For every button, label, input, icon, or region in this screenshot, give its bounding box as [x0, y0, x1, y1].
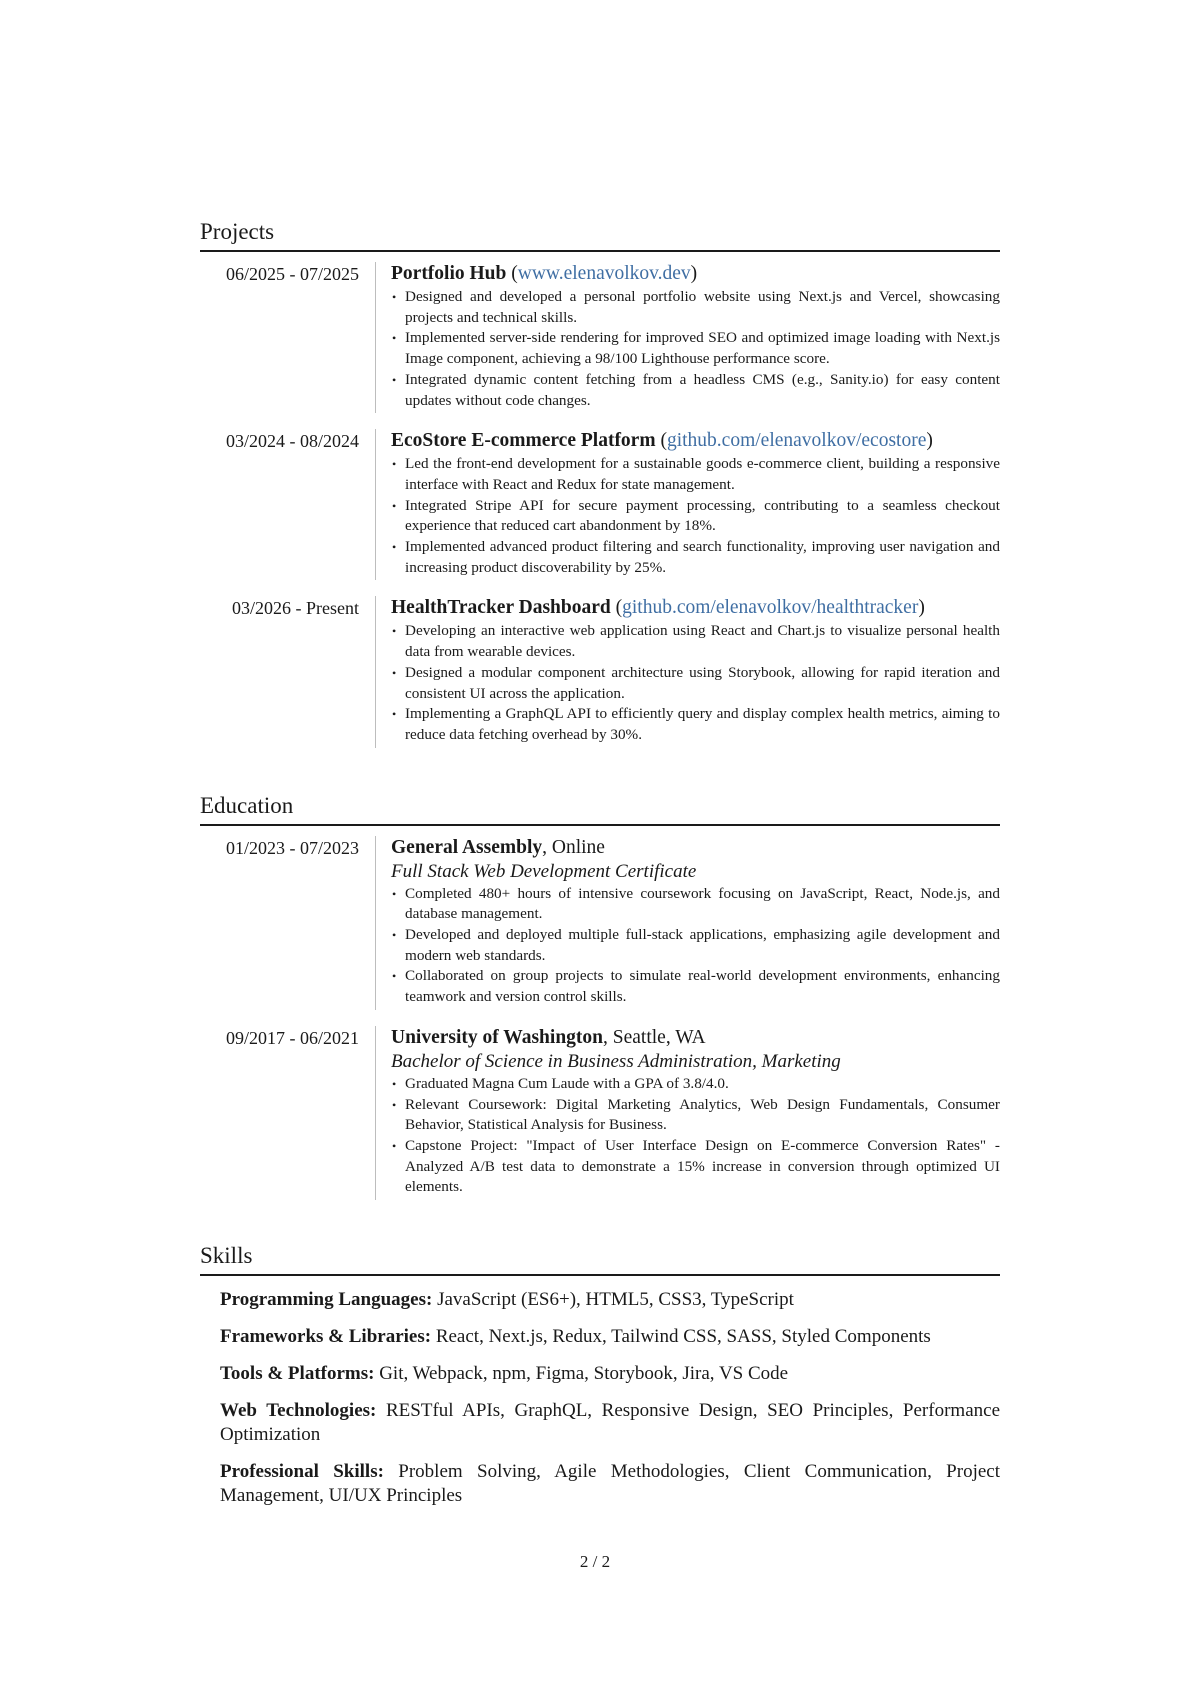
entry-body [375, 596, 1000, 747]
bullet-list [391, 884, 1000, 1008]
section-divider [200, 1274, 1000, 1276]
skill-row [220, 1460, 1000, 1508]
entry-heading [391, 1026, 1000, 1050]
skill-row [220, 1362, 1000, 1386]
skill-label: Programming Languages: [220, 1289, 433, 1311]
bullet-item: • Capstone Project: "Impact of User Interface Design on E-commerce Conversion Rates" - Analyzed A/B test data to demonstrate a 15% increase in conversion through optimized UI elements. [391, 1136, 1000, 1198]
bullet-item: • Implemented advanced product filtering and search functionality, improving user navigation and increasing product discoverability by 25%. [391, 537, 1000, 578]
entry-heading [391, 836, 1000, 860]
section-divider [200, 250, 1000, 252]
bullet-item: • Developing an interactive web application using React and Chart.js to visualize personal health data from wearable devices. [391, 621, 1000, 662]
entry-heading: Portfolio Hub (www.elenavolkov.dev) [391, 263, 698, 284]
bullet-item: • Integrated dynamic content fetching from a headless CMS (e.g., Sanity.io) for easy content updates without code changes. [391, 370, 1000, 411]
skill-label: Tools & Platforms: [220, 1363, 375, 1385]
skill-row [220, 1288, 1000, 1312]
skill-value: JavaScript (ES6+), HTML5, CSS3, TypeScript [432, 1289, 794, 1311]
bullet-list [391, 1074, 1000, 1198]
bullet-item: • Integrated Stripe API for secure payment processing, contributing to a seamless checkout experience that reduced cart abandonment by 18%. [391, 496, 1000, 537]
project-name: EcoStore E-commerce Platform [391, 430, 656, 452]
entry-body [375, 262, 1000, 413]
bullet-item: • Led the front-end development for a sustainable goods e-commerce client, building a responsive interface with React and Redux for state management. [391, 454, 1000, 495]
entry-body [375, 429, 1000, 580]
skill-label: Frameworks & Libraries: [220, 1326, 432, 1348]
bullet-item: • Designed and developed a personal portfolio website using Next.js and Vercel, showcasing projects and technical skills. [391, 287, 1000, 328]
bullet-list [391, 287, 1000, 411]
page-number: 2 / 2 [579, 1552, 611, 1571]
project-link[interactable]: github.com/elenavolkov/ecostore [666, 430, 927, 452]
project-link[interactable]: www.elenavolkov.dev [517, 263, 691, 284]
project-name: HealthTracker Dashboard [391, 597, 611, 619]
institution-name: University of Washington [391, 1026, 604, 1048]
institution-location: , Seattle, WA [603, 1026, 706, 1048]
skill-value: Git, Webpack, npm, Figma, Storybook, Jira, VS Code [374, 1363, 789, 1385]
bullet-item: • Designed a modular component architecture using Storybook, allowing for rapid iteration and consistent UI across the application. [391, 663, 1000, 704]
entry-date: 03/2024 - 08/2024 [226, 431, 359, 452]
bullet-item: • Relevant Coursework: Digital Marketing Analytics, Web Design Fundamentals, Consumer Behavior, Statistical Analysis for Business. [391, 1095, 1000, 1136]
education-section [200, 792, 1000, 1200]
section-divider [200, 824, 1000, 826]
bullet-item: • Collaborated on group projects to simulate real-world development environments, enhancing teamwork and version control skills. [391, 966, 1000, 1007]
skills-list [200, 1288, 1000, 1508]
section-title-projects: Projects [200, 219, 275, 244]
skill-label: Professional Skills: [220, 1461, 384, 1483]
project-entry [200, 596, 1000, 747]
bullet-item: • Graduated Magna Cum Laude with a GPA of 3.8/4.0. [391, 1074, 1000, 1095]
bullet-item: • Implemented server-side rendering for improved SEO and optimized image loading with Next.js Image component, achieving a 98/100 Lighthouse performance score. [391, 328, 1000, 369]
institution-location: , Online [542, 836, 605, 858]
projects-section [200, 218, 1000, 748]
bullet-item: • Developed and deployed multiple full-stack applications, emphasizing agile development and modern web standards. [391, 925, 1000, 966]
skill-row [220, 1325, 1000, 1349]
education-entry [200, 1026, 1000, 1200]
entry-body [375, 1026, 1000, 1200]
entry-date: 06/2025 - 07/2025 [226, 264, 359, 284]
entry-date: 09/2017 - 06/2021 [226, 1027, 359, 1048]
entry-date: 03/2026 - Present [232, 598, 359, 619]
degree-title: Bachelor of Science in Business Administration, Marketing [391, 1050, 841, 1072]
section-title-skills: Skills [200, 1243, 253, 1269]
project-entry [200, 429, 1000, 580]
entry-body [375, 836, 1000, 1010]
bullet-list [391, 621, 1000, 745]
bullet-list [391, 454, 1000, 578]
skill-value: React, Next.js, Redux, Tailwind CSS, SASS, Styled Components [431, 1326, 931, 1348]
project-name: Portfolio Hub [391, 263, 507, 284]
skill-value: RESTful APIs, GraphQL, Responsive Design, SEO Principles, Performance Optimization [220, 1400, 1000, 1446]
entry-date: 01/2023 - 07/2023 [226, 837, 359, 858]
skills-section [200, 1242, 1000, 1508]
skill-label: Web Technologies: [220, 1400, 377, 1422]
skill-row [220, 1399, 1000, 1447]
skill-value: Problem Solving, Agile Methodologies, Client Communication, Project Management, UI/UX Principles [220, 1461, 1001, 1507]
bullet-item: • Implementing a GraphQL API to efficiently query and display complex health metrics, aiming to reduce data fetching overhead by 30%. [391, 704, 1000, 745]
entry-heading: HealthTracker Dashboard (github.com/elenavolkov/healthtracker) [391, 597, 925, 619]
resume-page [200, 218, 1000, 1521]
bullet-item: • Completed 480+ hours of intensive coursework focusing on JavaScript, React, Node.js, and database management. [391, 884, 1000, 925]
project-entry [200, 262, 1000, 413]
education-entry [200, 836, 1000, 1010]
degree-title: Full Stack Web Development Certificate [391, 860, 697, 882]
section-title-education: Education [200, 792, 294, 818]
institution-name: General Assembly [391, 836, 543, 858]
entry-heading: EcoStore E-commerce Platform (github.com/elenavolkov/ecostore) [391, 430, 933, 452]
project-link[interactable]: github.com/elenavolkov/healthtracker [622, 597, 919, 619]
